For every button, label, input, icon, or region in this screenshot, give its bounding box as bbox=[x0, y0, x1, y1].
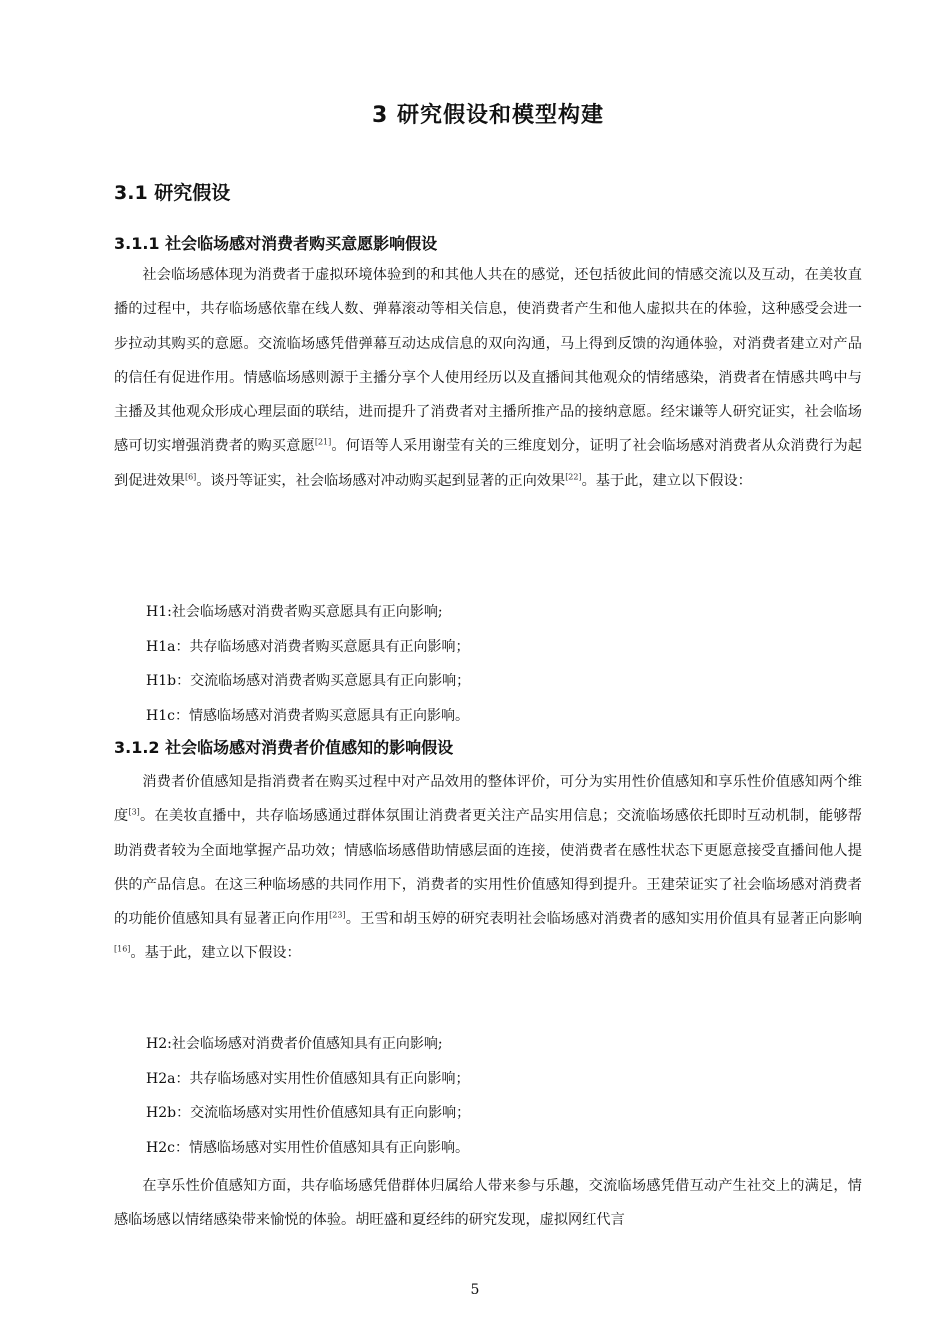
citation-ref[interactable]: [3] bbox=[128, 807, 140, 817]
hypothesis-list-h1 bbox=[114, 595, 862, 733]
hypothesis-item: H2:社会临场感对消费者价值感知具有正向影响; bbox=[146, 1036, 443, 1052]
citation-ref[interactable]: [21] bbox=[314, 437, 332, 447]
hypothesis-list-h2 bbox=[114, 1027, 862, 1165]
subsection-body-3-1-2 bbox=[114, 765, 862, 971]
hypothesis-item: H1b：交流临场感对消费者购买意愿具有正向影响； bbox=[146, 673, 471, 689]
paragraph-text: 。谈丹等证实，社会临场感对冲动购买起到显著的正向效果 bbox=[196, 472, 566, 489]
paragraph-text: 。在美妆直播中，共存临场感通过群体氛围让消费者更关注产品实用信息；交流临场感依托即时互动机制，能够帮助消费者较为全面地掌握产品功效；情感临场感借助情感层面的连接，使消费者在感性状态下更愿意接受直播间他人提供的产品信息。在这三种临场感的共同作用下，消费者的实用性价值感知得到提升。王建荣证实了社会临场感对消费者的功能价值感知具有显著正向作用 bbox=[114, 808, 862, 928]
paragraph-text: 社会临场感体现为消费者于虚拟环境体验到的和其他人共在的感觉，还包括彼此间的情感交流以及互动，在美妆直播的过程中，共存临场感依靠在线人数、弹幕滚动等相关信息，使消费者产生和他人虚拟共在的体验，这种感受会进一步拉动其购买的意愿。交流临场感凭借弹幕互动达成信息的双向沟通，马上得到反馈的沟通体验，对消费者建立对产品的信任有促进作用。情感临场感则源于主播分享个人使用经历以及直播间其他观众的情绪感染，消费者在情感共鸣中与主播及其他观众形成心理层面的联结，进而提升了消费者对主播所推产品的接纳意愿。经宋谦等人研究证实，社会临场感可切实增强消费者的购买意愿 bbox=[114, 267, 862, 455]
paragraph-text: 消费者价值感知是指消费者在购买过程中对产品效用的整体评价，可分为实用性价值感知和享乐性价值感知两个维度 bbox=[114, 774, 862, 825]
citation-ref[interactable]: [6] bbox=[184, 472, 197, 482]
subsection-title-3-1-1: 3.1.1 社会临场感对消费者购买意愿影响假设 bbox=[114, 234, 438, 253]
body-paragraph: 在享乐性价值感知方面，共存临场感凭借群体归属给人带来参与乐趣，交流临场感凭借互动产生社交上的满足，情感临场感以情绪感染带来愉悦的体验。胡旺盛和夏经纬的研究发现，虚拟网红代言 bbox=[114, 1178, 862, 1229]
subsection-title-3-1-2: 3.1.2 社会临场感对消费者价值感知的影响假设 bbox=[114, 738, 454, 757]
body-paragraph bbox=[114, 258, 862, 498]
paragraph-text: 。基于此，建立以下假设： bbox=[130, 945, 301, 962]
chapter-title: 3 研究假设和模型构建 bbox=[372, 103, 604, 128]
hypothesis-item: H2a：共存临场感对实用性价值感知具有正向影响； bbox=[146, 1070, 470, 1087]
citation-ref[interactable]: [22] bbox=[565, 472, 582, 482]
paragraph-text: 。何语等人采用谢莹有关的三维度划分，证明了社会临场感对消费者从众消费行为起到促进效果 bbox=[114, 438, 862, 489]
paragraph-text: 。王雪和胡玉婷的研究表明社会临场感对消费者的感知实用价值具有显著正向影响 bbox=[345, 911, 862, 928]
closing-paragraph-block bbox=[114, 1169, 862, 1238]
hypothesis-item: H2b：交流临场感对实用性价值感知具有正向影响； bbox=[146, 1105, 471, 1121]
citation-ref[interactable]: [23] bbox=[329, 910, 346, 920]
body-paragraph bbox=[114, 765, 862, 971]
paragraph-text: 。基于此，建立以下假设： bbox=[581, 472, 752, 489]
page-number: 5 bbox=[470, 1282, 480, 1298]
citation-ref[interactable]: [16] bbox=[114, 944, 131, 954]
hypothesis-item: H1a：共存临场感对消费者购买意愿具有正向影响； bbox=[146, 638, 470, 655]
subsection-body-3-1-1 bbox=[114, 258, 862, 498]
section-title: 3.1 研究假设 bbox=[114, 182, 231, 204]
hypothesis-item: H2c：情感临场感对实用性价值感知具有正向影响。 bbox=[146, 1139, 469, 1156]
hypothesis-item: H1:社会临场感对消费者购买意愿具有正向影响; bbox=[146, 604, 443, 620]
hypothesis-item: H1c：情感临场感对消费者购买意愿具有正向影响。 bbox=[146, 707, 469, 724]
